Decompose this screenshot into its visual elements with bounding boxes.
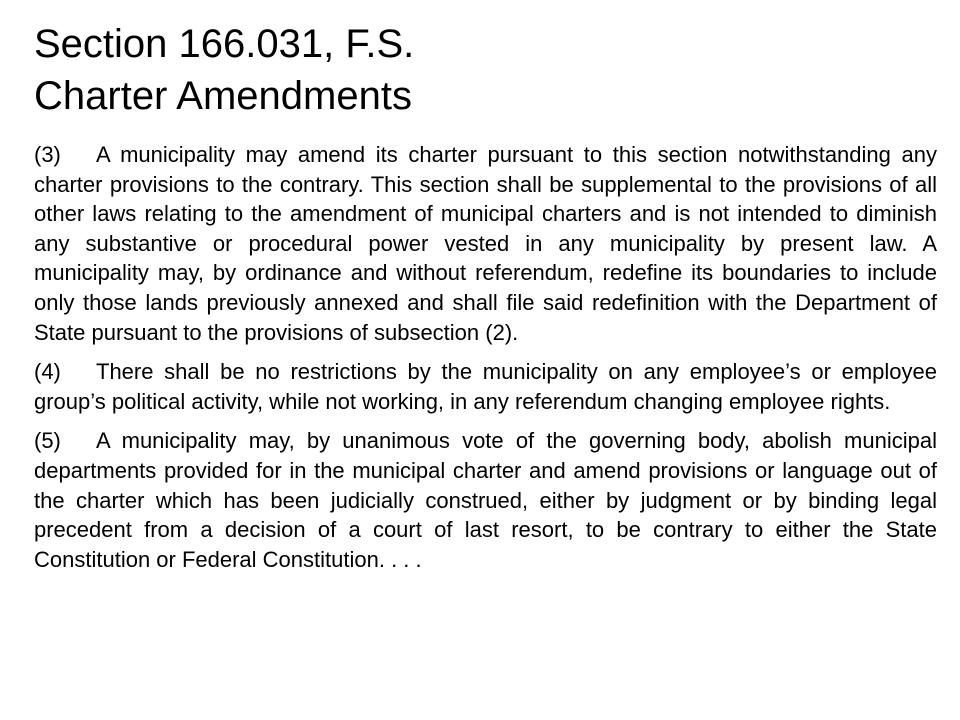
subsection-text: A municipality may, by unanimous vote of the governing body, abolish municipal departments provided for in the municipal charter and amend provisions or language out of the charter which has been judicially construed, either by judgment or by binding legal precedent from a decision of a court of last resort, to be contrary to either the State Constitution or Federal Constitution. . . . xyxy=(34,428,937,572)
paragraph-subsection-4 xyxy=(34,357,937,416)
paragraph-subsection-3 xyxy=(34,140,937,347)
title-line-1: Section 166.031, F.S. xyxy=(34,22,415,66)
subsection-number: (3) xyxy=(34,142,61,167)
slide-body xyxy=(34,140,937,584)
subsection-number: (4) xyxy=(34,359,61,385)
subsection-number: (5) xyxy=(34,428,61,454)
subsection-text: There shall be no restrictions by the municipality on any employee’s or employee group’s political activity, while not working, in any referendum changing employee rights. xyxy=(34,359,937,414)
title-line-2: Charter Amendments xyxy=(34,74,412,118)
slide-title xyxy=(34,18,934,122)
paragraph-subsection-5 xyxy=(34,426,937,574)
subsection-text: A municipality may amend its charter pursuant to this section notwithstanding any charter provisions to the contrary. This section shall be supplemental to the provisions of all other laws relating to the amendment of municipal charters and is not intended to diminish any substantive or procedural power vested in any municipality by present law. A municipality may, by ordinance and without referendum, redefine its boundaries to include only those lands previously annexed and shall file said redefinition with the Department of State pursuant to the provisions of subsection (2). xyxy=(34,142,937,345)
